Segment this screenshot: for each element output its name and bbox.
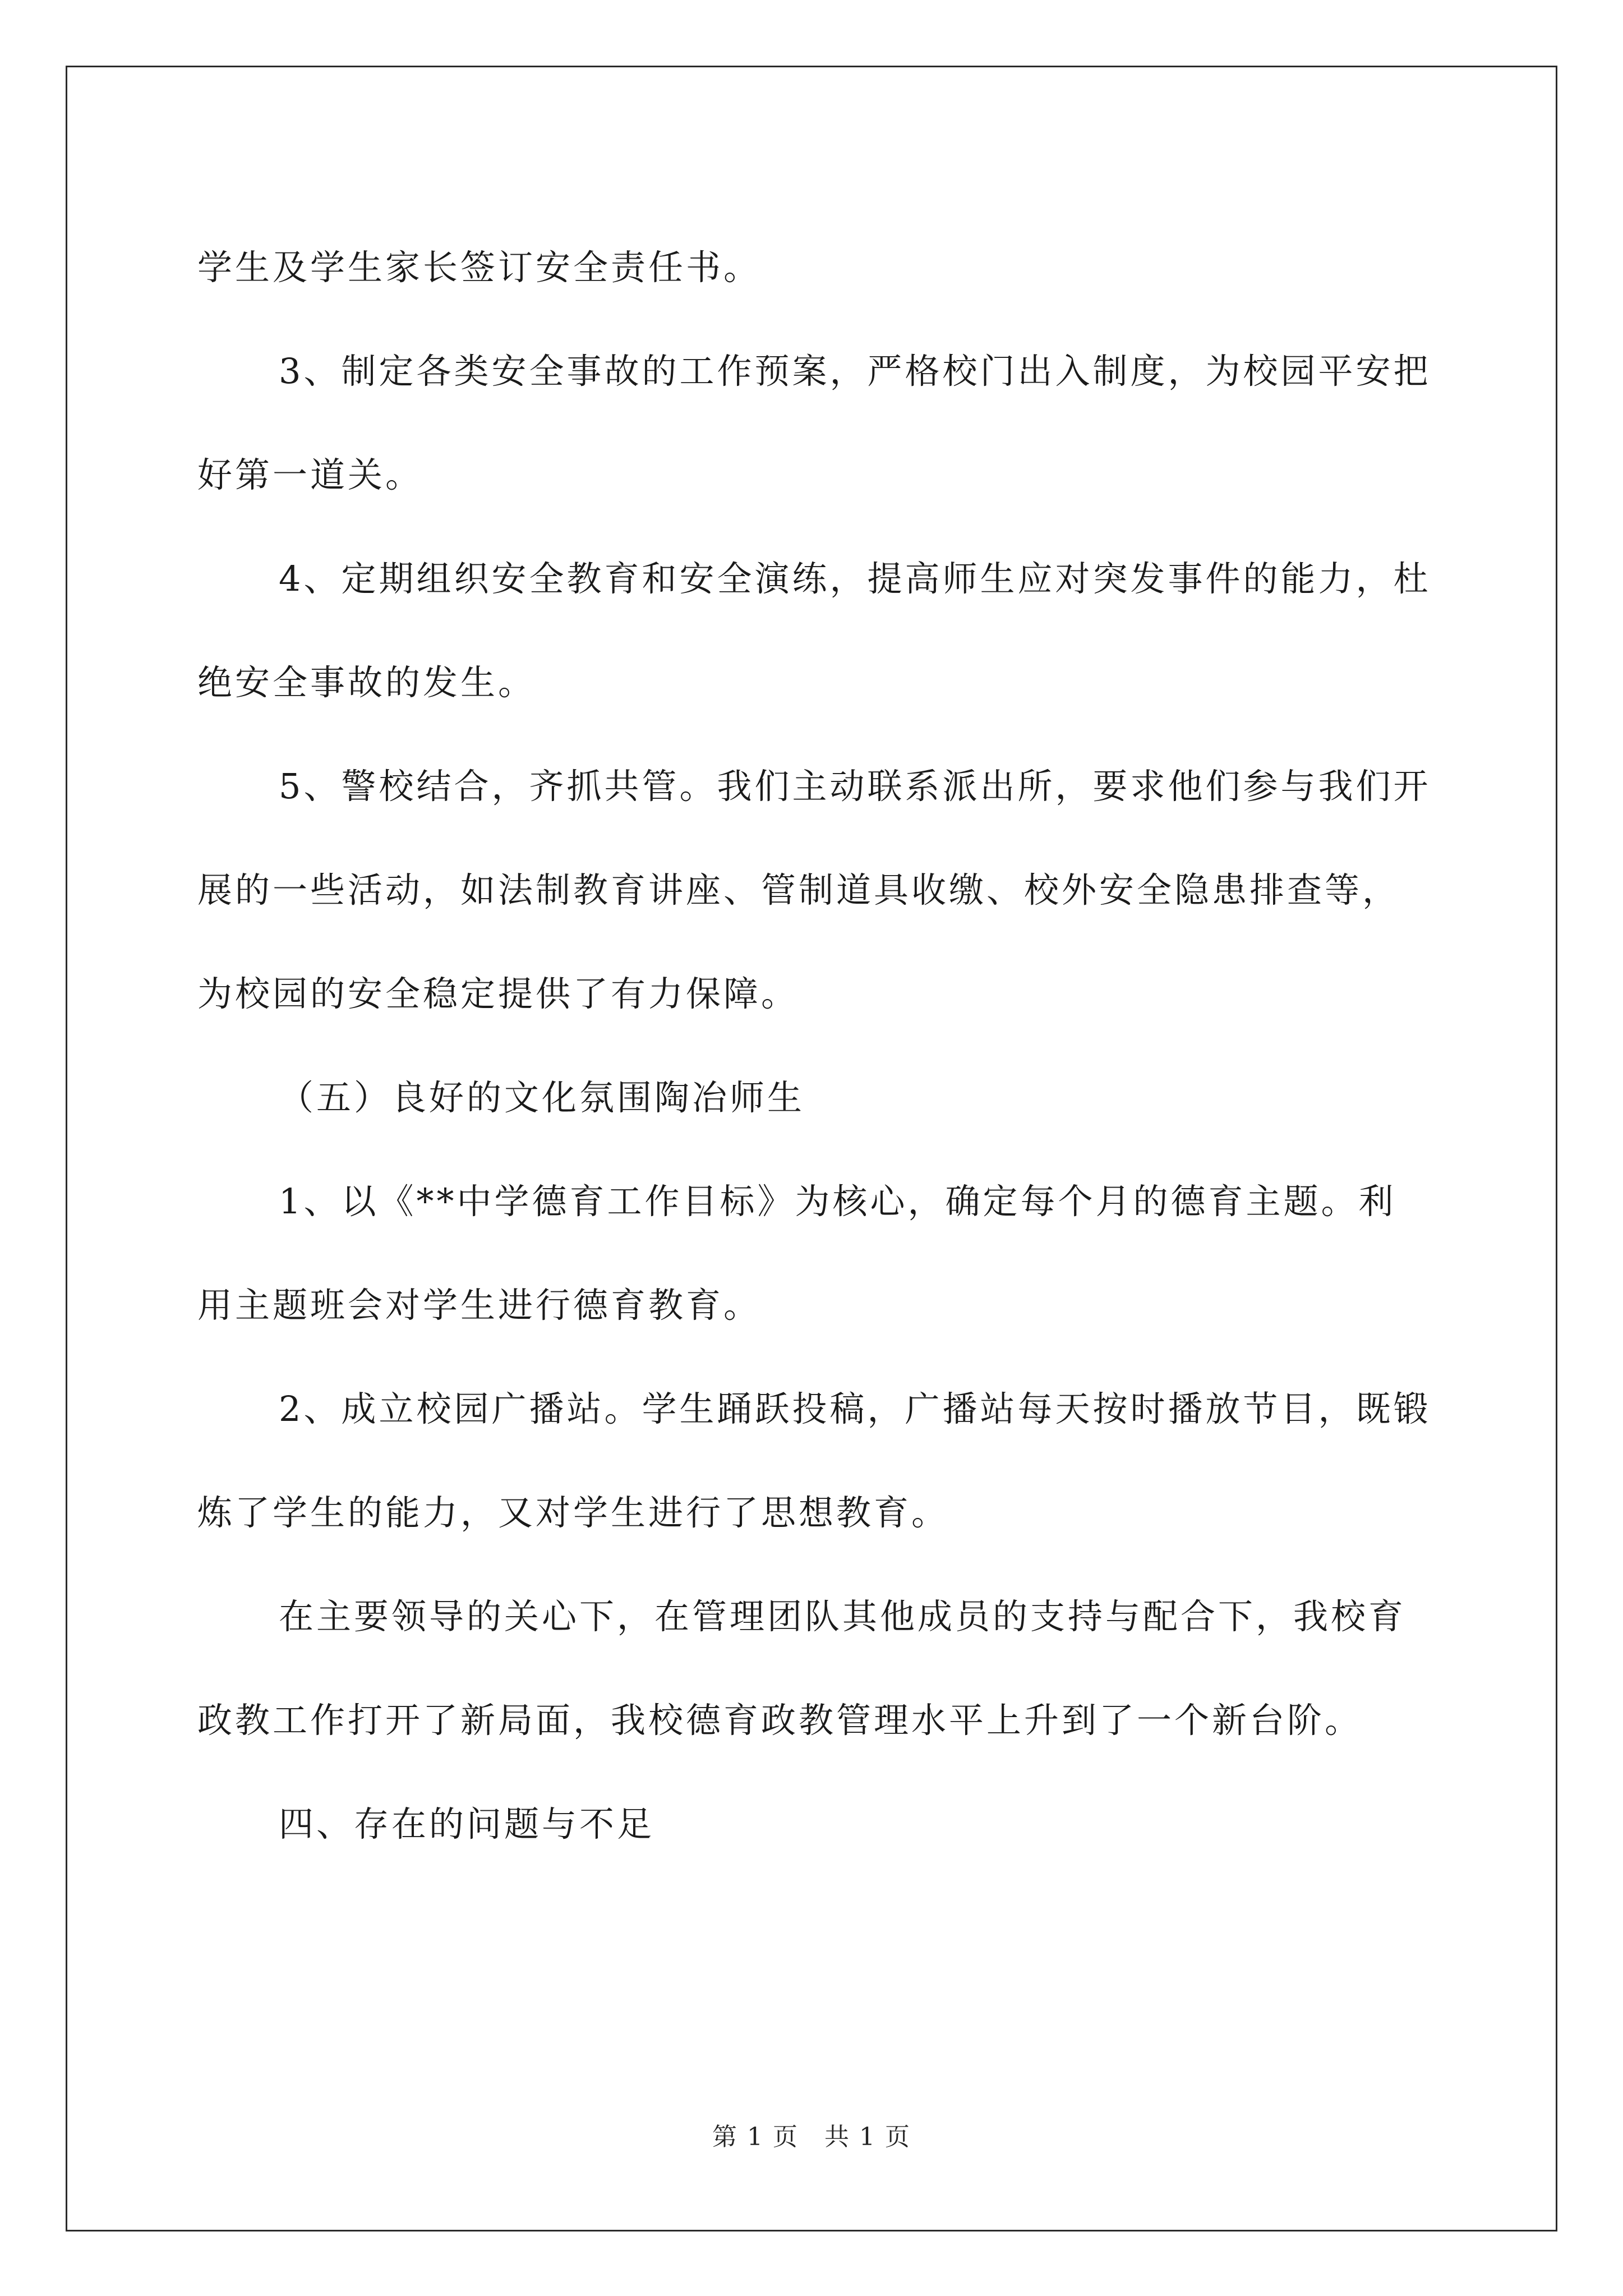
paragraph-summary: 在主要领导的关心下，在管理团队其他成员的支持与配合下，我校育政教工作打开了新局面，我校德育政教管理水平上升到了一个新台阶。 [197,1596,1407,1741]
paragraph-moral-education-goals: 1、以《**中学德育工作目标》为核心，确定每个月的德育主题。利用主题班会对学生进行德育教育。 [197,1181,1396,1326]
paragraph-campus-radio: 2、成立校园广播站。学生踊跃投稿，广播站每天按时播放节目，既锻炼了学生的能力，又对学生进行了思想教育。 [197,1388,1431,1533]
paragraph-police-school-cooperation: 5、警校结合，齐抓共管。我们主动联系派出所，要求他们参与我们开展的一些活动，如法制教育讲座、管制道具收缴、校外安全隐患排查等，为校园的安全稳定提供了有力保障。 [197,766,1431,1014]
page-footer [0,2120,1623,2154]
paragraph-emergency-plan: 3、制定各类安全事故的工作预案，严格校门出入制度，为校园平安把好第一道关。 [197,351,1431,495]
paragraph-responsibility-letter: 学生及学生家长签订安全责任书。 [197,247,762,288]
section-heading-culture: （五）良好的文化氛围陶冶师生 [279,1077,805,1118]
section-heading-problems: 四、存在的问题与不足 [279,1803,655,1844]
page-number-label: 第 1 页 共 1 页 [712,2123,911,2151]
paragraph-safety-drills: 4、定期组织安全教育和安全演练，提高师生应对突发事件的能力，杜绝安全事故的发生。 [197,558,1431,703]
document-body [197,215,1431,1876]
